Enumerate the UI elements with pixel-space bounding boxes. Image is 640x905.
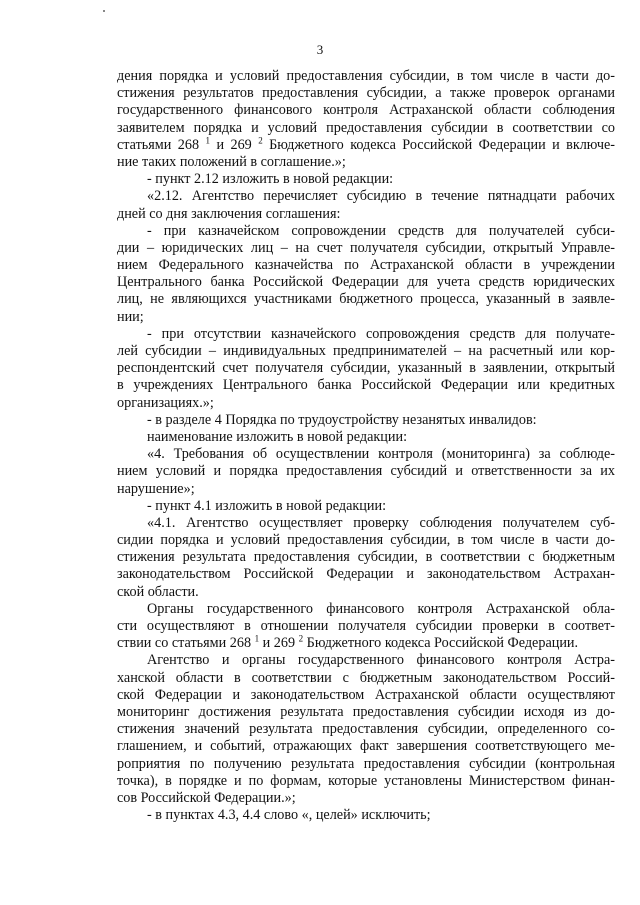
text-line: роприятия по получению результата предоставления субсидии (контрольная [117, 755, 615, 772]
text-line: ствии со статьями 268 $^1$ и 269 $^2$ Бюджетного кодекса Российской Федерации. [117, 633, 579, 652]
text-line: ханской области в соответствии с бюджетным законодательством Россий- [117, 669, 615, 686]
text-line: дней со дня заключения соглашения: [117, 205, 341, 222]
text-line: сов Российской Федерации.»; [117, 789, 296, 806]
text-line: лиц, не являющихся участниками бюджетного процесса, указанный в заявле- [117, 291, 615, 308]
text-line: - при отсутствии казначейского сопровождения средств для получате- [147, 325, 615, 342]
text-line: нии; [117, 308, 144, 325]
text-line: сти осуществляют в отношении получателя субсидии проверки в соответ- [117, 618, 615, 634]
text-line: - пункт 2.12 изложить в новой редакции: [147, 171, 394, 188]
document-body [117, 68, 615, 824]
text-line: в учреждениях Центрального банка Российской Федерации или кредитных [117, 377, 615, 394]
text-line: - в пунктах 4.3, 4.4 слово «, целей» исключить; [147, 807, 431, 824]
text-line: ние таких положений в соглашение.»; [117, 153, 346, 170]
text-line: стижения результата предоставления субсидии, в соответствии с бюджетным [117, 549, 615, 566]
text-line: нием Федерального казначейства по Астраханской области в учреждении [117, 257, 615, 274]
text-line: дения порядка и условий предоставления субсидии, в том числе в части до- [117, 68, 615, 84]
text-line: ской области. [117, 583, 199, 600]
text-line: Агентство и органы государственного финансового контроля Астра- [147, 652, 615, 669]
text-line: сидии порядка и условий предоставления субсидии, в том числе в части до- [117, 532, 615, 549]
text-line: организациях.»; [117, 394, 214, 411]
text-line: государственного финансового контроля Астраханской области соблюдения [117, 102, 615, 119]
text-line: Центрального банка Российской Федерации для учета средств юридических [117, 274, 615, 291]
text-line: статьями 268 $^1$ и 269 $^2$ Бюджетного кодекса Российской Федерации и включе- [117, 135, 616, 153]
text-line: наименование изложить в новой редакции: [147, 428, 408, 445]
text-line: Органы государственного финансового контроля Астраханской обла- [147, 600, 615, 617]
text-line: точка), в порядке и по формам, которые установлены Министерством финан- [117, 772, 615, 789]
text-line: дии – юридических лиц – на счет получателя субсидии, открытый Управле- [117, 239, 615, 256]
text-line: нием условий и порядка предоставления субсидий и ответственности за их [117, 463, 615, 480]
text-line: «4.1. Агентство осуществляет проверку соблюдения получателем суб- [147, 514, 615, 531]
text-line: респондентский счет получателя субсидии, указанный в заявлении, открытый [117, 360, 615, 377]
scan-speck [103, 10, 105, 12]
text-line: ской Федерации и законодательством Астраханской области осуществляют [117, 686, 615, 703]
text-line: - в разделе 4 Порядка по трудоустройству незанятых инвалидов: [147, 411, 537, 428]
text-line: стижения результатов предоставления субсидии, а также проверок органами [117, 85, 615, 102]
text-line: стижения значений результата предоставления субсидии, определенного со- [117, 721, 615, 738]
text-line: заявителем порядка и условий предоставления субсидии в соответствии со [117, 119, 615, 136]
text-line: мониторинг достижения результата предоставления субсидии исходя из до- [117, 703, 615, 720]
text-line: лей субсидии – индивидуальных предпринимателей – на расчетный или кор- [117, 343, 615, 359]
text-line: - при казначейском сопровождении средств для получателей субси- [147, 222, 615, 239]
text-line: «4. Требования об осуществлении контроля (мониторинга) за соблюде- [147, 446, 615, 463]
text-line: законодательством Российской Федерации и законодательством Астрахан- [117, 566, 615, 583]
text-line: нарушение»; [117, 480, 195, 497]
text-line: «2.12. Агентство перечисляет субсидию в течение пятнадцати рабочих [147, 188, 615, 205]
text-line: - пункт 4.1 изложить в новой редакции: [147, 497, 387, 514]
page-number: 3 [316, 42, 324, 57]
text-line: глашением, и событий, отражающих факт завершения соответствующего ме- [117, 738, 615, 755]
